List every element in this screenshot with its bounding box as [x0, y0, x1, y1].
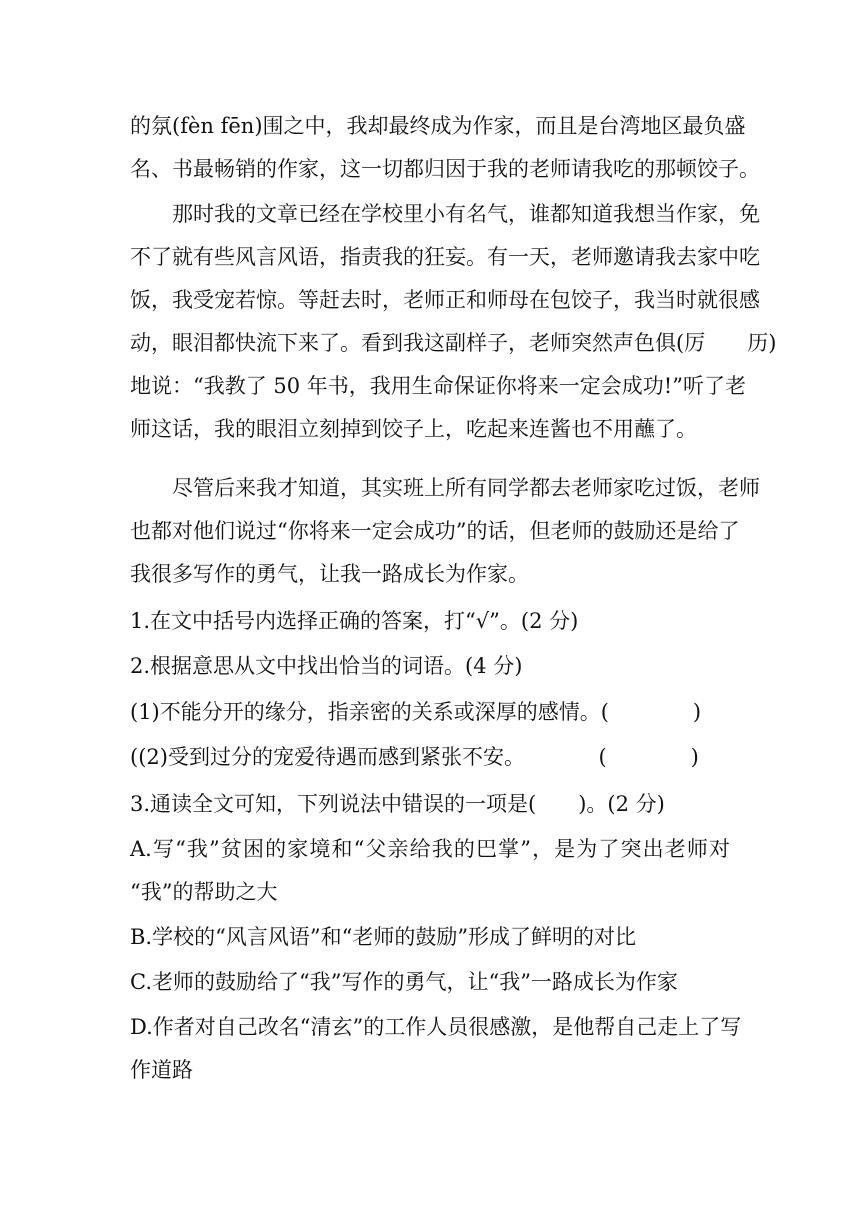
paragraph-2-line-6: 师这话，我的眼泪立刻掉到饺子上，吃起来连酱也不用蘸了。	[130, 417, 697, 441]
paragraph-3-line-3: 我很多写作的勇气，让我一路成长为作家。	[130, 562, 529, 586]
option-d-line-2: 作道路	[130, 1058, 193, 1082]
paragraph-3-line-2: 也都对他们说过“你将来一定会成功”的话，但老师的鼓励还是给了	[130, 519, 740, 543]
paragraph-2-line-2: 不了就有些风言风语，指责我的狂妄。有一天，老师邀请我去家中吃	[130, 245, 760, 269]
question-2: 2.根据意思从文中找出恰当的词语。(4 分)	[130, 654, 523, 678]
question-2-item-1: (1)不能分开的缘分，指亲密的关系或深厚的感情。( )	[130, 700, 702, 724]
paragraph-2-line-1: 那时我的文章已经在学校里小有名气，谁都知道我想当作家，免	[172, 202, 760, 226]
question-1: 1.在文中括号内选择正确的答案，打“√”。(2 分)	[130, 609, 579, 633]
option-a-line-1: A.写“我”贫困的家境和“父亲给我的巴掌”，是为了突出老师对	[130, 837, 730, 861]
question-3: 3.通读全文可知，下列说法中错误的一项是( )。(2 分)	[130, 792, 665, 816]
paragraph-3-line-1: 尽管后来我才知道，其实班上所有同学都去老师家吃过饭，老师	[172, 476, 760, 500]
option-a-line-2: “我”的帮助之大	[130, 880, 278, 904]
option-b: B.学校的“风言风语”和“老师的鼓励”形成了鲜明的对比	[130, 925, 637, 949]
paragraph-2-line-4: 动，眼泪都快流下来了。看到我这副样子，老师突然声色俱(厉 历)	[130, 331, 777, 355]
question-2-item-2: ((2)受到过分的宠爱待遇而感到紧张不安。 ( )	[130, 745, 699, 769]
paragraph-2-line-3: 饭，我受宠若惊。等赶去时，老师正和师母在包饺子，我当时就很感	[130, 288, 760, 312]
paragraph-1-line-2: 名、书最畅销的作家，这一切都归因于我的老师请我吃的那顿饺子。	[130, 157, 760, 181]
paragraph-2-line-5: 地说：“我教了 50 年书，我用生命保证你将来一定会成功!”听了老	[130, 374, 746, 398]
option-c: C.老师的鼓励给了“我”写作的勇气，让“我”一路成长为作家	[130, 970, 678, 994]
paragraph-1-line-1: 的氛(fèn fēn)围之中，我却最终成为作家，而且是台湾地区最负盛	[130, 114, 746, 138]
option-d-line-1: D.作者对自己改名“清玄”的工作人员很感激，是他帮自己走上了写	[130, 1015, 742, 1039]
